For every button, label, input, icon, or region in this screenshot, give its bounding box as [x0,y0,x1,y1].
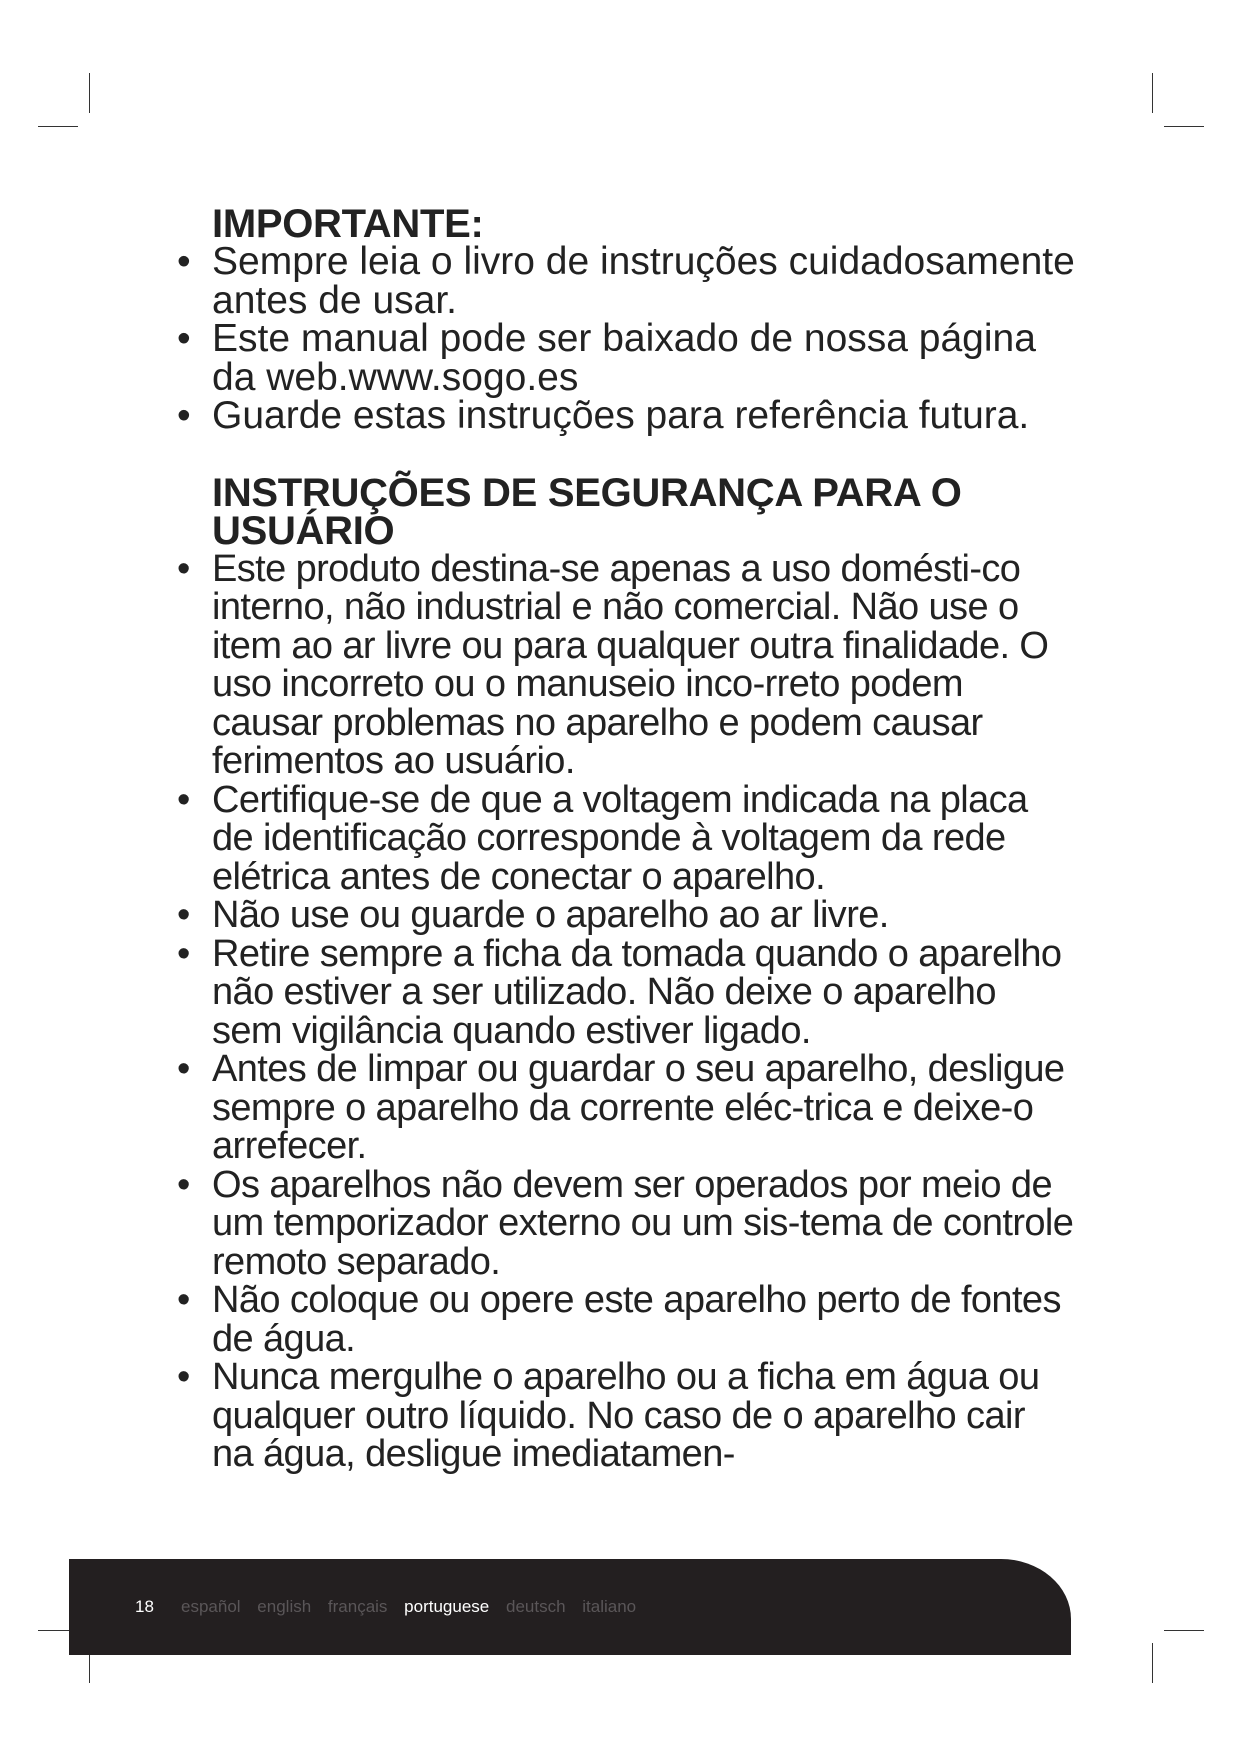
language-link-deutsch[interactable]: deutsch [505,1597,566,1616]
list-item: • Certifique-se de que a voltagem indicada na placa de identificação corresponde à voltagem da rede elétrica antes de conectar o aparelho. [177,778,1028,898]
crop-mark [1152,1643,1153,1683]
crop-mark [1164,126,1204,127]
crop-mark [1164,1630,1204,1631]
bullet: • [177,932,190,975]
footer-bar [69,1559,1071,1655]
list-item: • Retire sempre a ficha da tomada quando o aparelho não estiver a ser utilizado. Não deixe o aparelho sem vigilância quando estiver ligado. [177,932,1062,1052]
page-number: 18 [135,1597,154,1616]
bullet: • [177,1163,190,1206]
bullet: • [177,394,191,437]
language-link-english[interactable]: english [257,1597,312,1616]
language-link-italiano[interactable]: italiano [582,1597,637,1616]
list-item: • Nunca mergulhe o aparelho ou a ficha em água ou qualquer outro líquido. No caso de o aparelho cair na água, desligue imediatamen- [177,1356,1040,1475]
bullet: • [177,778,190,821]
bullet: • [177,1279,190,1321]
bullet: • [177,317,191,360]
language-nav [181,1597,648,1617]
list-item: • Não coloque ou opere este aparelho perto de fontes de água. [177,1279,1061,1360]
bullet: • [177,1048,190,1090]
page-content [175,202,1075,1475]
safety-list [175,547,1075,1475]
list-item: • Antes de limpar ou guardar o seu aparelho, desligue sempre o aparelho da corrente eléc-trica e deixe-o arrefecer. [177,1048,1065,1167]
list-item: • Este produto destina-se apenas a uso domésti-co interno, não industrial e não comercial. Não use o item ao ar livre ou para qualquer outra finalidade. O uso incorreto ou o manuseio inco-rreto podem causar problemas no aparelho e podem causar ferimentos ao usuário. [177,547,1049,782]
bullet: • [177,894,190,936]
bullet: • [177,240,191,283]
language-link-espanol[interactable]: español [181,1597,241,1616]
crop-mark [38,126,78,127]
list-item: • Os aparelhos não devem ser operados por meio de um temporizador externo ou um sis-tema de controle remoto separado. [177,1163,1074,1283]
bullet: • [177,547,190,590]
list-item: • Não use ou guarde o aparelho ao ar livre. [177,894,889,936]
list-item: • Guarde estas instruções para referência futura. [177,394,1030,437]
safety-heading: INSTRUÇÕES DE SEGURANÇA PARA O USUÁRIO [212,470,962,553]
crop-mark [1152,73,1153,113]
important-list [175,240,1075,437]
list-item: • Este manual pode ser baixado de nossa página da web.www.sogo.es [177,317,1036,399]
important-heading: IMPORTANTE: [212,202,484,246]
language-link-francais[interactable]: français [327,1597,388,1616]
language-link-portuguese[interactable]: portuguese [404,1597,490,1616]
list-item: • Sempre leia o livro de instruções cuidadosamente antes de usar. [177,240,1075,322]
bullet: • [177,1356,190,1398]
crop-mark [89,73,90,113]
